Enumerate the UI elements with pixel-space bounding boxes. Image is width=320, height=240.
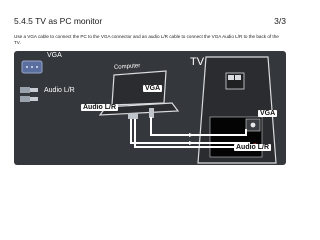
computer-label: Computer: [113, 63, 141, 71]
computer-vga-tag: VGA: [145, 85, 161, 92]
tv-label: TV: [190, 56, 205, 68]
page-indicator: 3/3: [274, 16, 286, 26]
audio-rca-icon: [20, 87, 38, 102]
description-text: Use a VGA cable to connect the PC to the VGA connector and an audio L/R cable to connect the VGA Audio L/R to the back of the TV.: [14, 34, 279, 45]
tv-vga-tag: VGA: [260, 110, 276, 117]
header: [14, 16, 286, 28]
arrow-icons: [189, 133, 194, 145]
connection-diagram: [14, 51, 286, 165]
vga-connector-icon: [22, 61, 42, 73]
computer-audio-tag: Audio L/R: [83, 104, 117, 111]
legend-audio-label: Audio L/R: [44, 87, 75, 94]
section-title: 5.4.5 TV as PC monitor: [14, 16, 103, 26]
tv-audio-tag: Audio L/R: [236, 144, 270, 151]
legend-vga-label: VGA: [47, 52, 62, 59]
laptop-icon: [100, 71, 178, 119]
